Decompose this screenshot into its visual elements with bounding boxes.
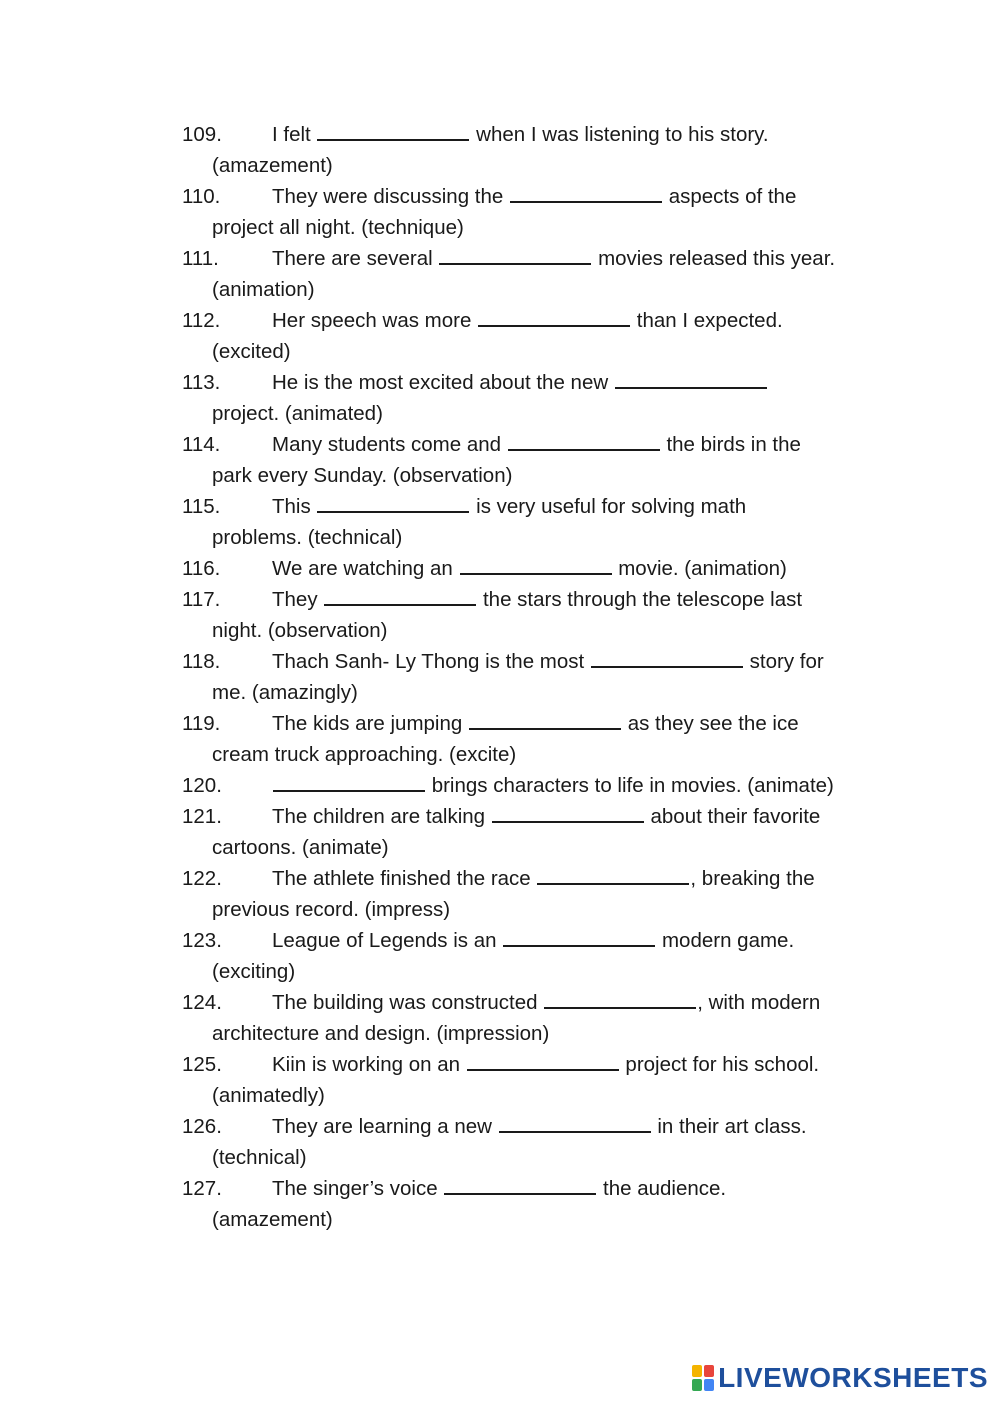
- question-hint: (exciting): [212, 960, 296, 983]
- question-item: [182, 181, 862, 243]
- question-item: [182, 584, 862, 646]
- question-number: 122.: [182, 867, 222, 890]
- question-text-after: project for his school.: [625, 1053, 820, 1076]
- answer-blank[interactable]: [317, 492, 469, 513]
- question-number: 126.: [182, 1115, 222, 1138]
- question-hint: night. (observation): [212, 619, 388, 642]
- question-item: [182, 429, 862, 491]
- question-text-before: The singer’s voice: [272, 1177, 438, 1200]
- question-item: [182, 243, 862, 305]
- answer-blank[interactable]: [317, 120, 469, 141]
- question-text-after: as they see the ice: [627, 712, 799, 735]
- question-text-before: League of Legends is an: [272, 929, 497, 952]
- question-text-after: is very useful for solving math: [476, 495, 747, 518]
- answer-blank[interactable]: [444, 1174, 596, 1195]
- question-text-before: Kiin is working on an: [272, 1053, 461, 1076]
- question-text-before: We are watching an: [272, 557, 453, 580]
- question-hint: (amazement): [212, 1208, 333, 1231]
- question-number: 113.: [182, 371, 221, 394]
- question-item: [182, 1111, 862, 1173]
- question-item: [182, 491, 862, 553]
- question-number: 124.: [182, 991, 222, 1014]
- question-text-before: I felt: [272, 123, 311, 146]
- question-text-before: The children are talking: [272, 805, 486, 828]
- question-text-after: brings characters to life in movies. (animate): [431, 774, 834, 797]
- answer-blank[interactable]: [537, 864, 689, 885]
- question-number: 111.: [182, 247, 219, 270]
- answer-blank[interactable]: [615, 368, 767, 389]
- question-item: [182, 863, 862, 925]
- question-number: 118.: [182, 650, 221, 673]
- question-text-after: story for: [749, 650, 824, 673]
- question-text-after: about their favorite: [650, 805, 821, 828]
- question-text-after: movies released this year.: [598, 247, 836, 270]
- question-item: [182, 553, 862, 584]
- question-item: [182, 801, 862, 863]
- question-text-after: movie. (animation): [618, 557, 787, 580]
- question-text-after: than I expected.: [636, 309, 783, 332]
- answer-blank[interactable]: [492, 802, 644, 823]
- question-text-before: They were discussing the: [272, 185, 504, 208]
- question-text-before: Many students come and: [272, 433, 502, 456]
- question-number: 109.: [182, 123, 222, 146]
- answer-blank[interactable]: [591, 647, 743, 668]
- liveworksheets-logo-icon: [692, 1365, 714, 1391]
- question-text-before: He is the most excited about the new: [272, 371, 609, 394]
- question-text-before: They: [272, 588, 318, 611]
- question-number: 114.: [182, 433, 221, 456]
- question-number: 112.: [182, 309, 221, 332]
- question-text-before: The building was constructed: [272, 991, 538, 1014]
- answer-blank[interactable]: [460, 554, 612, 575]
- question-hint: cream truck approaching. (excite): [212, 743, 517, 766]
- question-hint: project. (animated): [212, 402, 383, 425]
- question-text-before: There are several: [272, 247, 433, 270]
- question-text-before: They are learning a new: [272, 1115, 492, 1138]
- question-item: [182, 367, 862, 429]
- answer-blank[interactable]: [439, 244, 591, 265]
- question-text-after: in their art class.: [657, 1115, 807, 1138]
- question-number: 115.: [182, 495, 221, 518]
- question-hint: me. (amazingly): [212, 681, 358, 704]
- answer-blank[interactable]: [510, 182, 662, 203]
- question-number: 116.: [182, 557, 221, 580]
- question-number: 110.: [182, 185, 221, 208]
- question-hint: (animatedly): [212, 1084, 325, 1107]
- brand-name: LIVEWORKSHEETS: [718, 1362, 988, 1393]
- question-hint: (animation): [212, 278, 315, 301]
- question-item: [182, 1049, 862, 1111]
- answer-blank[interactable]: [508, 430, 660, 451]
- question-hint: park every Sunday. (observation): [212, 464, 513, 487]
- question-hint: (amazement): [212, 154, 333, 177]
- question-hint: architecture and design. (impression): [212, 1022, 550, 1045]
- question-hint: previous record. (impress): [212, 898, 451, 921]
- question-item: [182, 987, 862, 1049]
- answer-blank[interactable]: [544, 988, 696, 1009]
- answer-blank[interactable]: [324, 585, 476, 606]
- question-number: 117.: [182, 588, 221, 611]
- question-item: [182, 925, 862, 987]
- question-hint: cartoons. (animate): [212, 836, 389, 859]
- question-number: 120.: [182, 774, 222, 797]
- answer-blank[interactable]: [499, 1112, 651, 1133]
- question-number: 127.: [182, 1177, 222, 1200]
- answer-blank[interactable]: [273, 771, 425, 792]
- answer-blank[interactable]: [467, 1050, 619, 1071]
- question-text-before: Thach Sanh- Ly Thong is the most: [272, 650, 585, 673]
- question-text-before: This: [272, 495, 311, 518]
- question-hint: (excited): [212, 340, 291, 363]
- question-hint: problems. (technical): [212, 526, 403, 549]
- question-hint: project all night. (technique): [212, 216, 464, 239]
- question-list: [182, 119, 862, 1235]
- question-text-before: The kids are jumping: [272, 712, 463, 735]
- question-item: [182, 770, 862, 801]
- answer-blank[interactable]: [469, 709, 621, 730]
- question-text-before: The athlete finished the race: [272, 867, 531, 890]
- question-item: [182, 646, 862, 708]
- question-number: 125.: [182, 1053, 222, 1076]
- question-item: [182, 708, 862, 770]
- question-text-after: when I was listening to his story.: [476, 123, 769, 146]
- question-text-after: modern game.: [661, 929, 795, 952]
- question-text-after: the stars through the telescope last: [482, 588, 803, 611]
- answer-blank[interactable]: [478, 306, 630, 327]
- question-number: 121.: [182, 805, 222, 828]
- question-text-after: , breaking the: [690, 867, 815, 890]
- question-text-before: Her speech was more: [272, 309, 472, 332]
- question-number: 119.: [182, 712, 221, 735]
- question-number: 123.: [182, 929, 222, 952]
- question-item: [182, 305, 862, 367]
- question-item: [182, 1173, 862, 1235]
- question-hint: (technical): [212, 1146, 307, 1169]
- liveworksheets-logo: [692, 1362, 988, 1394]
- question-text-after: , with modern: [697, 991, 821, 1014]
- question-item: [182, 119, 862, 181]
- answer-blank[interactable]: [503, 926, 655, 947]
- question-text-after: the birds in the: [666, 433, 801, 456]
- question-text-after: aspects of the: [668, 185, 797, 208]
- question-text-after: the audience.: [603, 1177, 727, 1200]
